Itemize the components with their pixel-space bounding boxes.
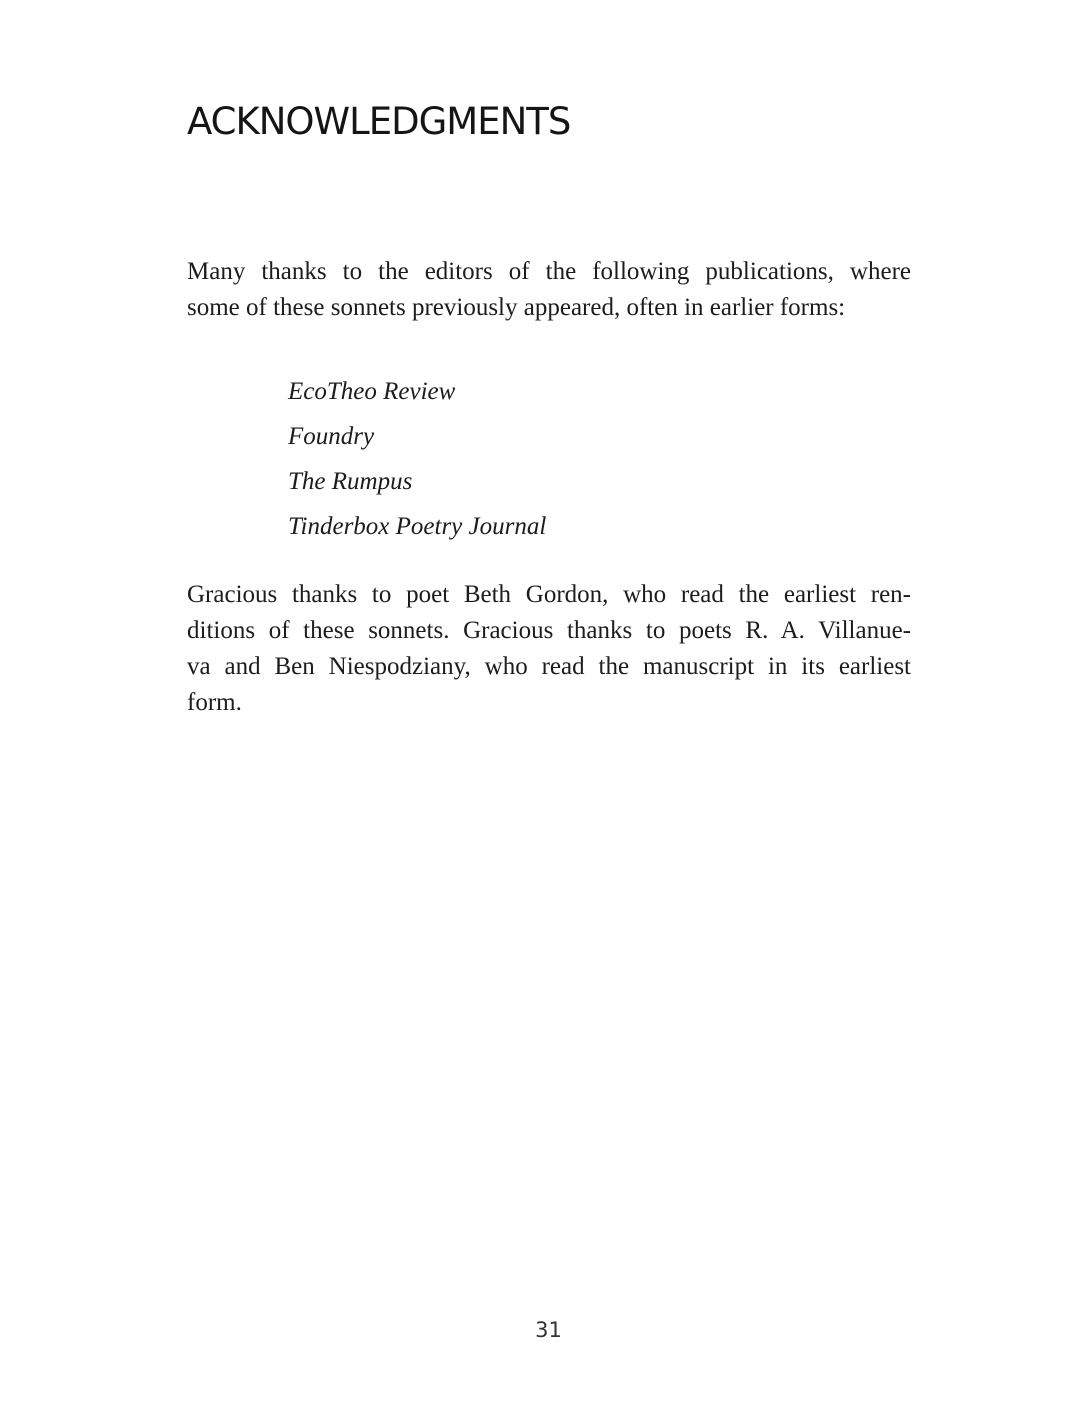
publication-item: Foundry	[288, 423, 375, 450]
page-number: 31	[535, 1318, 562, 1342]
intro-line: some of these sonnets previously appeared, often in earlier forms:	[187, 294, 846, 321]
publication-item: Tinderbox Poetry Journal	[288, 513, 547, 540]
thanks-line: Gracious thanks to poet Beth Gordon, who read the earliest ren-	[187, 581, 911, 608]
page-title: ACKNOWLEDGMENTS	[187, 100, 571, 143]
thanks-line: ditions of these sonnets. Gracious thanks to poets R. A. Villanue-	[187, 617, 911, 644]
publication-item: The Rumpus	[288, 468, 413, 495]
intro-line: Many thanks to the editors of the following publications, where	[187, 258, 911, 285]
publication-item: EcoTheo Review	[288, 378, 456, 405]
thanks-line: form.	[187, 689, 242, 716]
thanks-paragraph	[187, 577, 911, 721]
intro-paragraph	[187, 254, 911, 326]
thanks-line: va and Ben Niespodziany, who read the manuscript in its earliest	[187, 653, 911, 680]
publication-list	[288, 369, 546, 549]
